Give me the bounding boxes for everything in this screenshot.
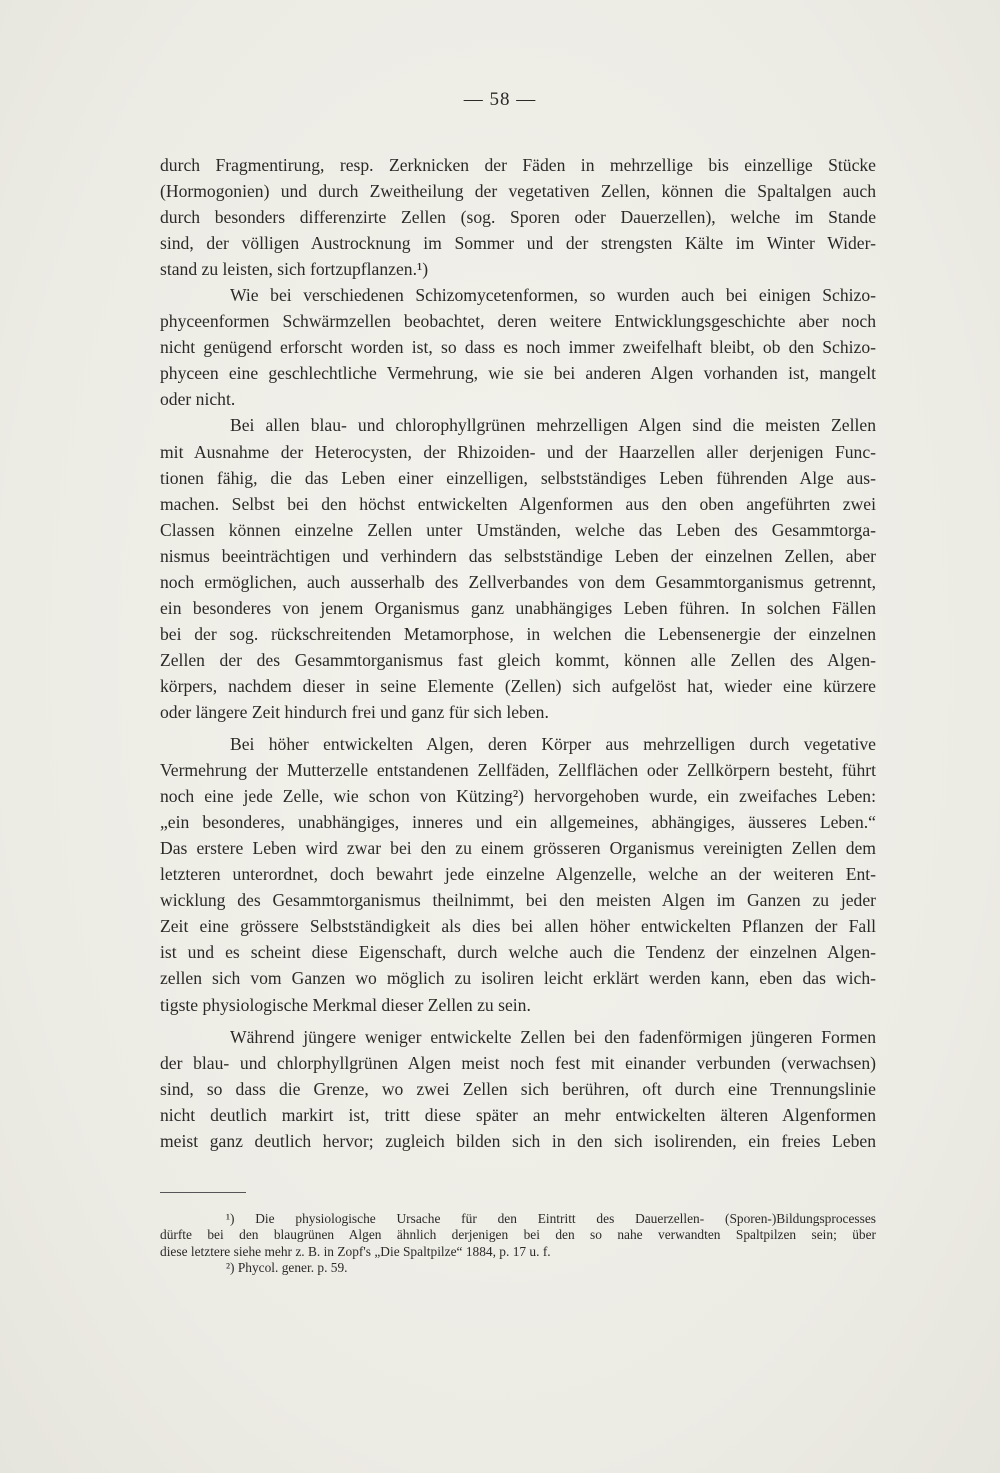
- text-line: „ein besonderes, unabhängiges, inneres und ein allgemeines, abhängiges, äusseres Leben.“: [160, 812, 876, 833]
- footnote-separator: [160, 1192, 246, 1193]
- text-line: oder nicht.: [160, 389, 236, 410]
- text-line: Vermehrung der Mutterzelle entstandenen Zellfäden, Zellflächen oder Zellkörpern besteht, führt: [160, 760, 876, 781]
- text-line: mit Ausnahme der Heterocysten, der Rhizoiden- und der Haarzellen aller derjenigen Func-: [160, 441, 876, 462]
- text-line: körpers, nachdem dieser in seine Elemente (Zellen) sich aufgelöst hat, wieder eine kürzere: [160, 675, 876, 696]
- text-line: (Hormogonien) und durch Zweitheilung der vegetativen Zellen, können die Spaltalgen auch: [160, 181, 876, 202]
- text-line: sind, der völligen Austrocknung im Sommer und der strengsten Kälte im Winter Wider-: [160, 233, 876, 254]
- text-line: wicklung des Gesammtorganismus theilnimmt, bei den meisten Algen im Ganzen zu jeder: [160, 890, 876, 911]
- paragraph: [160, 412, 876, 725]
- text-line: nicht deutlich markirt ist, tritt diese später an mehr entwickelten älteren Algenformen: [160, 1104, 876, 1125]
- text-line: tigste physiologische Merkmal dieser Zellen zu sein.: [160, 994, 531, 1015]
- footnote-line: dürfte bei den blaugrünen Algen ähnlich derjenigen bei den so nahe verwandten Spaltpilzen sein; über: [160, 1227, 876, 1243]
- text-line: Während jüngere weniger entwickelte Zellen bei den fadenförmigen jüngeren Formen: [230, 1026, 876, 1047]
- text-line: Das erstere Leben wird zwar bei den zu einem grösseren Organismus vereinigten Zellen dem: [160, 838, 876, 859]
- text-line: Zellen der des Gesammtorganismus fast gleich kommt, können alle Zellen des Algen-: [160, 649, 876, 670]
- text-line: machen. Selbst bei den höchst entwickelten Algenformen aus den oben angeführten zwei: [160, 493, 876, 514]
- text-line: der blau- und chlorphyllgrünen Algen meist noch fest mit einander verbunden (verwachsen): [160, 1052, 876, 1073]
- text-line: tionen fähig, die das Leben einer einzelligen, selbstständiges Leben führenden Alge aus-: [160, 467, 876, 488]
- text-line: nicht genügend erforscht worden ist, so dass es noch immer zweifelhaft bleibt, ob den Schizo-: [160, 337, 876, 358]
- text-line: noch eine jede Zelle, wie schon von Kützing²) hervorgehoben wurde, ein zweifaches Leben:: [160, 786, 876, 807]
- text-line: Bei allen blau- und chlorophyllgrünen mehrzelligen Algen sind die meisten Zellen: [230, 415, 876, 436]
- text-line: letzteren unterordnet, doch bewahrt jede einzelne Algenzelle, welche an der weiteren Ent-: [160, 864, 876, 885]
- text-line: phyceenformen Schwärmzellen beobachtet, deren weitere Entwicklungsgeschichte aber noch: [160, 311, 876, 332]
- paragraph: [160, 1024, 876, 1154]
- footnote-line: diese letztere siehe mehr z. B. in Zopf's „Die Spaltpilze“ 1884, p. 17 u. f.: [160, 1243, 551, 1259]
- text-line: meist ganz deutlich hervor; zugleich bilden sich in den sich isolirenden, ein freies Leben: [160, 1130, 876, 1151]
- text-line: ein besonderes von jenem Organismus ganz unabhängiges Leben führen. In solchen Fällen: [160, 597, 876, 618]
- text-line: oder längere Zeit hindurch frei und ganz für sich leben.: [160, 701, 549, 722]
- body-text: [160, 152, 876, 1154]
- paragraph: [160, 282, 876, 412]
- text-line: zellen sich vom Ganzen wo möglich zu isoliren leicht erklärt werden kann, eben das wich-: [160, 968, 876, 989]
- page-number: — 58 —: [463, 89, 537, 110]
- text-line: durch besonders differenzirte Zellen (sog. Sporen oder Dauerzellen), welche im Stande: [160, 207, 876, 228]
- text-line: noch ermöglichen, auch ausserhalb des Zellverbandes von dem Gesammtorganismus getrennt,: [160, 571, 876, 592]
- footnote-line: ²) Phycol. gener. p. 59.: [226, 1259, 348, 1275]
- text-line: Wie bei verschiedenen Schizomycetenformen, so wurden auch bei einigen Schizo-: [230, 285, 876, 306]
- paragraph: [160, 152, 876, 282]
- text-line: bei der sog. rückschreitenden Metamorphose, in welchen die Lebensenergie der einzelnen: [160, 623, 876, 644]
- text-line: nismus beeinträchtigen und verhindern das selbstständige Leben der einzelnen Zellen, aber: [160, 545, 876, 566]
- text-line: sind, so dass die Grenze, wo zwei Zellen sich berühren, oft durch eine Trennungslinie: [160, 1078, 876, 1099]
- text-line: durch Fragmentirung, resp. Zerknicken der Fäden in mehrzellige bis einzellige Stücke: [160, 155, 876, 175]
- footnotes: [160, 1211, 876, 1276]
- text-line: stand zu leisten, sich fortzupflanzen.¹): [160, 259, 429, 280]
- paragraph: [160, 731, 876, 1018]
- text-line: Bei höher entwickelten Algen, deren Körper aus mehrzelligen durch vegetative: [230, 734, 876, 755]
- text-line: Zeit eine grössere Selbstständigkeit als dies bei allen höher entwickelten Pflanzen der Fall: [160, 916, 876, 937]
- text-line: Classen können einzelne Zellen unter Umständen, welche das Leben des Gesammtorga-: [160, 519, 876, 540]
- footnote-line: ¹) Die physiologische Ursache für den Eintritt des Dauerzellen- (Sporen-)Bildungsprocesses: [226, 1211, 876, 1226]
- text-line: ist und es scheint diese Eigenschaft, durch welche auch die Tendenz der einzelnen Algen-: [160, 942, 876, 963]
- text-line: phyceen eine geschlechtliche Vermehrung, wie sie bei anderen Algen vorhanden ist, mangelt: [160, 363, 876, 384]
